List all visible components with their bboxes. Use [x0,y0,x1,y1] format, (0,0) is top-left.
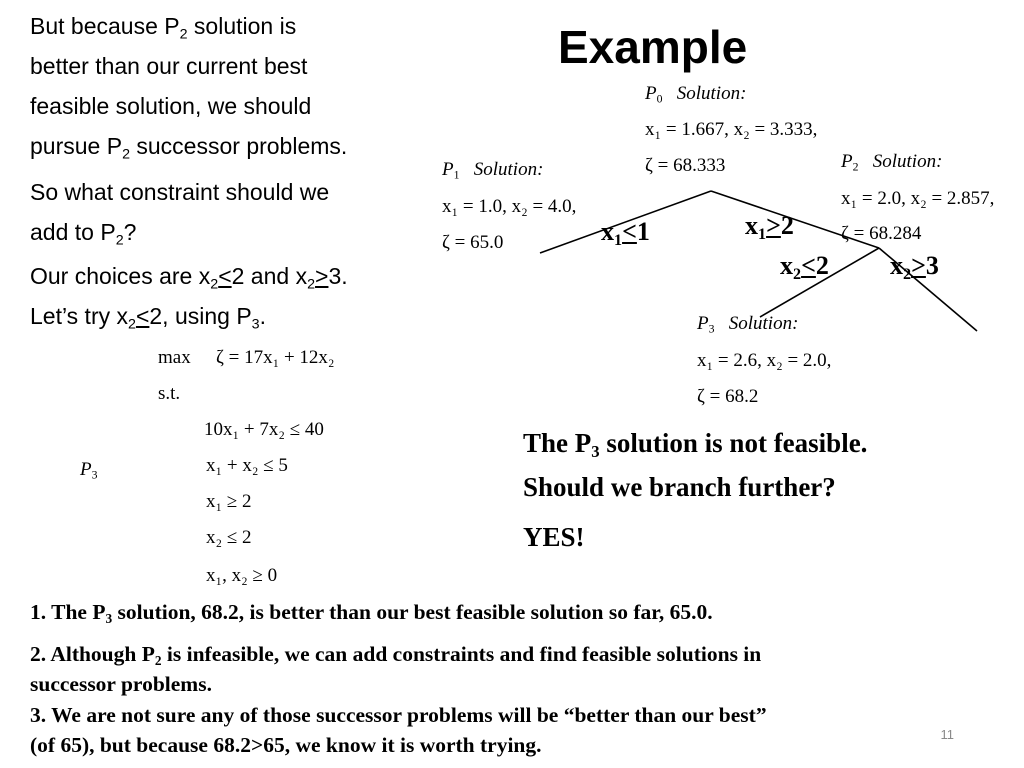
choices-line2-a: Let’s try x [30,303,128,329]
node-p1-letter: P [442,159,454,180]
question-line2-a: add to P [30,219,116,245]
node-p3-vars: x₁ = 2.6, x₂ = 2.0, [697,350,832,371]
branch-b2-sub: 1 [758,225,767,243]
node-p2-obj: ζ = 68.284 [841,223,922,244]
lp-constraint-1: 10x₁ + 7x₂ ≤ 40 [204,419,324,440]
note-2-a: 2. Although P [30,642,155,666]
node-p1-label [442,158,543,182]
branch-b1-var: x [601,217,614,246]
slide-title: Example [558,21,748,73]
choices-line2-sub: 2 [128,316,136,333]
branch-label-x1-ge-2 [745,211,794,241]
note-3 [30,700,767,760]
lp-constraint-4: x₂ ≤ 2 [206,527,252,548]
node-p3-letter: P [697,313,709,334]
lp-objective: ζ = 17x₁ + 12x₂ [216,347,335,368]
note-2-sub: 2 [154,652,162,668]
intro-line4-sub: 2 [122,146,130,163]
branch-b3-var: x [780,251,793,280]
node-p0-label [645,82,746,106]
question-line2-b: ? [123,219,137,245]
branch-label-x1-le-1 [601,217,650,247]
choices-line1-b: 2 and x [231,263,308,289]
branch-b1-sub: 1 [614,231,623,249]
branch-label-x2-le-2 [780,251,829,281]
node-p1-solution-label: Solution: [473,159,544,180]
choices-line1-op2: > [315,263,329,289]
lp-constraint-2: x₁ + x₂ ≤ 5 [206,455,288,476]
branch-b1-val: 1 [636,217,650,246]
branch-b4-sub: 2 [903,265,912,283]
note-1-sub: 3 [105,610,113,626]
node-p3-label [697,312,798,336]
node-p1-vars: x₁ = 1.0, x₂ = 4.0, [442,196,577,217]
choices-line1-sub1: 2 [210,276,219,293]
choices-line1-a: Our choices are x [30,263,211,289]
question-line1: So what constraint should we [30,179,330,205]
node-p0-sub: 0 [656,92,663,106]
conclusion-line1-b: solution is not feasible. [599,428,868,458]
lp-constraint-5: x₁, x₂ ≥ 0 [206,565,278,586]
intro-line1-a: But because P [30,13,180,39]
lp-problem-name-sub: 3 [91,468,98,482]
choices-line2-b: 2, using P [149,303,252,329]
node-p2-label [841,150,942,174]
intro-line1-b: solution is [187,13,297,39]
note-3-a: 3. We are not sure any of those successor problems will be “better than our best” [30,703,767,727]
choices-line2-op: < [135,303,150,329]
lp-st-label: s.t. [158,383,181,404]
node-p0-vars: x₁ = 1.667, x₂ = 3.333, [645,119,818,140]
branch-b2-op: > [766,211,781,240]
node-p0-solution-label: Solution: [676,83,747,104]
branch-b3-val: 2 [815,251,829,280]
slide-number: 11 [940,727,954,742]
node-p0-obj: ζ = 68.333 [645,155,726,176]
conclusion-line2: Should we branch further? [523,472,836,502]
conclusion-line1 [523,428,868,462]
note-2-c: successor problems. [30,672,212,696]
conclusion-line1-sub: 3 [591,442,600,462]
intro-line4-a: pursue P [30,133,123,159]
lp-max-label: max [158,347,191,368]
conclusion-line1-a: The P [523,428,592,458]
choices-line1-c: 3. [328,263,348,289]
branch-b4-val: 3 [925,251,939,280]
branch-b3-op: < [801,251,816,280]
node-p3-obj: ζ = 68.2 [697,386,759,407]
note-1-b: solution, 68.2, is better than our best feasible solution so far, 65.0. [112,600,713,624]
node-p2-vars: x₁ = 2.0, x₂ = 2.857, [841,188,995,209]
branch-b4-var: x [890,251,903,280]
note-1-a: 1. The P [30,600,106,624]
intro-line1-sub: 2 [179,26,188,43]
node-p3-solution-label: Solution: [728,313,799,334]
choices-line1-op1: < [218,263,232,289]
branch-b2-var: x [745,211,758,240]
lp-constraint-3: x₁ ≥ 2 [206,491,252,512]
node-p2-letter: P [841,151,853,172]
intro-line4-b: successor problems. [130,133,348,159]
choices-line1-sub2: 2 [307,276,316,293]
choices-line2-sub2: 3 [251,316,260,333]
branch-b3-sub: 2 [793,265,802,283]
node-p2-sub: 2 [852,160,859,174]
branch-b4-op: > [911,251,926,280]
node-p2-solution-label: Solution: [872,151,943,172]
branch-b1-op: < [622,217,637,246]
conclusion-answer: YES! [523,522,585,552]
node-p0-letter: P [645,83,657,104]
note-2 [30,639,761,699]
intro-line2: better than our current best [30,53,308,79]
node-p1-obj: ζ = 65.0 [442,232,504,253]
note-3-b: (of 65), but because 68.2>65, we know it is worth trying. [30,733,542,757]
lp-problem-name-letter: P [80,459,92,480]
node-p1-sub: 1 [453,168,460,182]
choices-line2-c: . [259,303,266,329]
node-p3-sub: 3 [708,322,715,336]
question-line2-sub: 2 [115,232,124,249]
note-1 [30,597,713,627]
note-2-b: is infeasible, we can add constraints and find feasible solutions in [161,642,762,666]
branch-b2-val: 2 [780,211,794,240]
intro-line3: feasible solution, we should [30,93,312,119]
branch-label-x2-ge-3 [890,251,939,281]
